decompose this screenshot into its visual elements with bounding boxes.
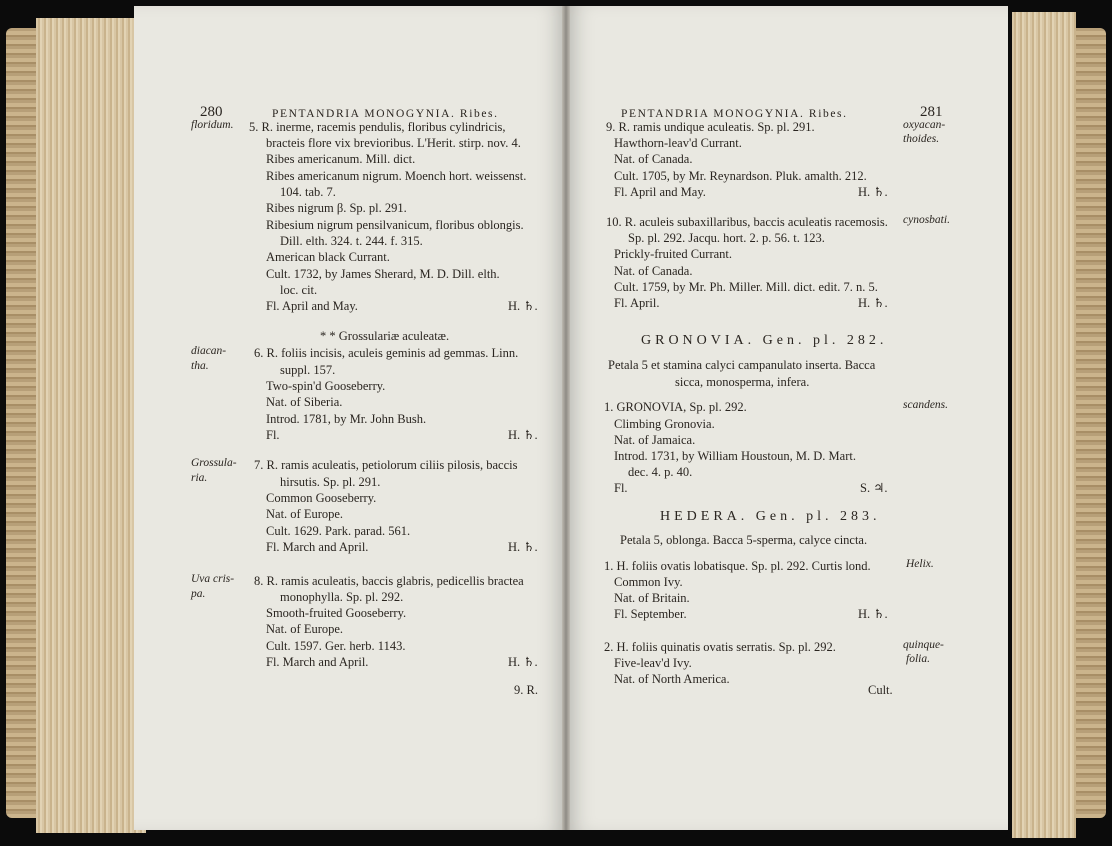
text-line: H. ♄. xyxy=(508,299,538,313)
text-line: 8. R. ramis aculeatis, baccis glabris, pedicellis bractea xyxy=(254,574,524,588)
text-line: 104. tab. 7. xyxy=(280,185,336,199)
text-line: H. ♄. xyxy=(858,185,888,199)
text-line: 7. R. ramis aculeatis, petiolorum ciliis pilosis, baccis xyxy=(254,458,518,472)
genus-heading: HEDERA. Gen. pl. 283. xyxy=(660,509,881,524)
text-line: Climbing Gronovia. xyxy=(614,417,715,431)
text-line: Ribes americanum nigrum. Moench hort. weissenst. xyxy=(266,169,527,183)
text-line: Fl. xyxy=(614,481,628,495)
margin-note: floridum. xyxy=(191,119,234,131)
text-line: Ribesium nigrum pensilvanicum, floribus oblongis. xyxy=(266,218,524,232)
margin-note: Uva cris- xyxy=(191,573,235,585)
text-line: Ribes americanum. Mill. dict. xyxy=(266,152,416,166)
text-line: Nat. of Europe. xyxy=(266,622,344,636)
text-line: Petala 5, oblonga. Bacca 5-sperma, calyce cincta. xyxy=(620,533,868,547)
text-line: Petala 5 et stamina calyci campanulato inserta. Bacca xyxy=(608,358,876,372)
text-line: H. ♄. xyxy=(508,540,538,554)
text-line: suppl. 157. xyxy=(280,363,336,377)
text-line: 9. R. ramis undique aculeatis. Sp. pl. 291. xyxy=(606,120,815,134)
text-line: Nat. of Europe. xyxy=(266,507,344,521)
text-line: Introd. 1731, by William Houstoun, M. D. Mart. xyxy=(614,449,856,463)
text-line: Nat. of Britain. xyxy=(614,591,690,605)
margin-note: Grossula- xyxy=(191,457,237,469)
margin-note: diacan- xyxy=(191,345,227,357)
text-line: Nat. of North America. xyxy=(614,672,730,686)
text-line: Fl. April and May. xyxy=(614,185,706,199)
margin-note: folia. xyxy=(906,653,930,665)
text-line: Fl. April. xyxy=(614,296,660,310)
text-line: bracteis flore vix brevioribus. L'Herit. stirp. nov. 4. xyxy=(266,136,521,150)
text-line: Fl. April and May. xyxy=(266,299,358,313)
left-page-block xyxy=(36,18,146,833)
text-line: loc. cit. xyxy=(280,283,318,297)
text-line: Cult. 1759, by Mr. Ph. Miller. Mill. dict. edit. 7. n. 5. xyxy=(614,280,878,294)
left-running-header: PENTANDRIA MONOGYNIA. Ribes. xyxy=(272,108,499,120)
text-line: Common Gooseberry. xyxy=(266,491,377,505)
margin-note: thoides. xyxy=(903,133,940,145)
right-page-block xyxy=(1012,12,1076,838)
margin-note: tha. xyxy=(191,360,209,372)
text-line: Cult. 1629. Park. parad. 561. xyxy=(266,524,411,538)
text-line: Fl. March and April. xyxy=(266,655,369,669)
text-line: Five-leav'd Ivy. xyxy=(614,656,692,670)
text-line: Common Ivy. xyxy=(614,575,683,589)
text-line: Ribes nigrum β. Sp. pl. 291. xyxy=(266,201,407,215)
text-line: Prickly-fruited Currant. xyxy=(614,247,733,261)
text-line: American black Currant. xyxy=(266,250,390,264)
text-line: hirsutis. Sp. pl. 291. xyxy=(280,475,381,489)
text-line: dec. 4. p. 40. xyxy=(628,465,693,479)
genus-heading: GRONOVIA. Gen. pl. 282. xyxy=(641,333,888,348)
text-line: Nat. of Canada. xyxy=(614,152,693,166)
text-line: Cult. 1597. Ger. herb. 1143. xyxy=(266,639,406,653)
text-line: 10. R. aculeis subaxillaribus, baccis aculeatis racemosis. xyxy=(606,215,888,229)
margin-note: pa. xyxy=(191,588,206,600)
margin-note: ria. xyxy=(191,472,208,484)
text-line: H. ♄. xyxy=(508,428,538,442)
margin-note: scandens. xyxy=(903,399,949,411)
text-line: Nat. of Jamaica. xyxy=(614,433,696,447)
text-line: Nat. of Siberia. xyxy=(266,395,343,409)
text-line: Fl. March and April. xyxy=(266,540,369,554)
text-line: Two-spin'd Gooseberry. xyxy=(266,379,386,393)
text-line: Cult. 1732, by James Sherard, M. D. Dill. elth. xyxy=(266,267,500,281)
text-line: * * Grossulariæ aculeatæ. xyxy=(320,329,450,343)
text-line: monophylla. Sp. pl. 292. xyxy=(280,590,404,604)
margin-note: Helix. xyxy=(906,558,934,570)
text-line: H. ♄. xyxy=(858,607,888,621)
text-line: Introd. 1781, by Mr. John Bush. xyxy=(266,412,427,426)
text-line: 1. GRONOVIA, Sp. pl. 292. xyxy=(604,400,747,414)
text-line: 5. R. inerme, racemis pendulis, floribus cylindricis, xyxy=(249,120,506,134)
text-line: 2. H. foliis quinatis ovatis serratis. Sp. pl. 292. xyxy=(604,640,836,654)
text-line: S. ♃. xyxy=(860,481,888,495)
right-running-header: PENTANDRIA MONOGYNIA. Ribes. xyxy=(621,108,848,120)
text-line: Cult. xyxy=(868,683,893,697)
text-line: Smooth-fruited Gooseberry. xyxy=(266,606,407,620)
margin-note: oxyacan- xyxy=(903,119,946,131)
text-line: Nat. of Canada. xyxy=(614,264,693,278)
text-line: sicca, monosperma, infera. xyxy=(675,375,810,389)
text-line: Dill. elth. 324. t. 244. f. 315. xyxy=(280,234,423,248)
margin-note: cynosbati. xyxy=(903,214,950,226)
text-line: Cult. 1705, by Mr. Reynardson. Pluk. amalth. 212. xyxy=(614,169,867,183)
book-gutter xyxy=(562,6,570,830)
text-line: Fl. September. xyxy=(614,607,687,621)
text-line: H. ♄. xyxy=(508,655,538,669)
text-line: Sp. pl. 292. Jacqu. hort. 2. p. 56. t. 123. xyxy=(628,231,825,245)
right-page-number: 281 xyxy=(920,104,943,120)
margin-note: quinque- xyxy=(903,639,944,651)
text-line: H. ♄. xyxy=(858,296,888,310)
text-line: Hawthorn-leav'd Currant. xyxy=(614,136,742,150)
text-line: 9. R. xyxy=(514,683,538,697)
text-line: 1. H. foliis ovatis lobatisque. Sp. pl. 292. Curtis lond. xyxy=(604,559,871,573)
left-page-number: 280 xyxy=(200,104,223,120)
text-line: 6. R. foliis incisis, aculeis geminis ad gemmas. Linn. xyxy=(254,346,519,360)
text-line: Fl. xyxy=(266,428,280,442)
